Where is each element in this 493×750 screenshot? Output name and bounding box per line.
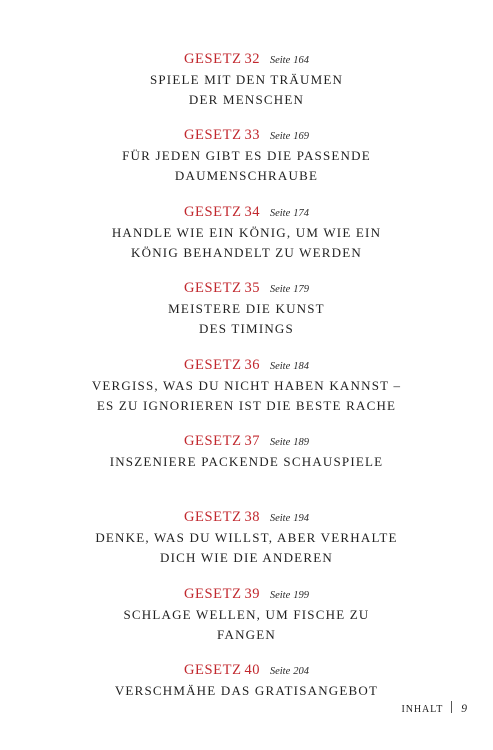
law-title-line: MEISTERE DIE KUNST: [168, 301, 325, 317]
page-reference: [270, 55, 309, 66]
page-reference-word: Seite: [269, 55, 291, 66]
page-reference-word: Seite: [269, 360, 291, 372]
page-reference: [270, 131, 309, 142]
page-reference-word: Seite: [269, 589, 291, 601]
page-reference-word: Seite: [269, 131, 291, 143]
table-of-contents: [0, 48, 493, 736]
law-title-line: SPIELE MIT DEN TRÄUMEN: [149, 72, 344, 87]
toc-entry-heading: [0, 354, 493, 376]
page-reference-number: 169: [293, 131, 310, 143]
law-label: GESETZ: [183, 127, 242, 144]
toc-entry-heading: [0, 583, 493, 605]
law-title-line: DER MENSCHEN: [188, 92, 305, 107]
law-title-line: FANGEN: [217, 626, 276, 642]
law-title-line: HANDLE WIE EIN KÖNIG, UM WIE EIN: [111, 224, 382, 240]
toc-entry-heading: [0, 659, 493, 681]
law-label: GESETZ: [183, 585, 242, 602]
page-reference-number: 199: [293, 589, 310, 601]
toc-entry-heading: [0, 201, 493, 223]
law-number: 40: [244, 662, 260, 679]
toc-entry-heading: [0, 48, 493, 70]
toc-entry: [0, 659, 493, 735]
law-title-line: KÖNIG BEHANDELT ZU WERDEN: [131, 244, 362, 260]
law-number: 34: [244, 203, 260, 220]
toc-entry: [0, 583, 493, 659]
law-title-line: VERGISS, WAS DU NICHT HABEN KANNST –: [91, 377, 402, 393]
page-reference: [270, 513, 309, 524]
page-reference-number: 164: [293, 55, 310, 66]
law-title-line: SCHLAGE WELLEN, UM FISCHE ZU: [123, 606, 370, 622]
law-title-line: FÜR JEDEN GIBT ES DIE PASSENDE: [122, 148, 371, 164]
law-number: 35: [244, 280, 260, 297]
law-title-line: DENKE, WAS DU WILLST, ABER VERHALTE: [95, 530, 398, 546]
toc-entry: [0, 506, 493, 582]
toc-entry: [0, 48, 493, 124]
toc-entry-heading: [0, 124, 493, 146]
page-reference-number: 179: [293, 284, 310, 296]
law-label: GESETZ: [183, 356, 242, 373]
law-label: GESETZ: [183, 662, 242, 679]
law-title-line: VERSCHMÄHE DAS GRATISANGEBOT: [114, 683, 379, 699]
law-title-line: ES ZU IGNORIEREN IST DIE BESTE RACHE: [96, 397, 397, 413]
page-reference-word: Seite: [269, 207, 291, 219]
page-reference: [270, 666, 309, 677]
toc-entry: [0, 430, 493, 506]
page-reference-number: 194: [293, 513, 310, 525]
toc-entry-heading: [0, 430, 493, 452]
law-label: GESETZ: [183, 280, 242, 297]
page-reference-number: 204: [293, 666, 310, 678]
law-title-line: DICH WIE DIE ANDEREN: [160, 550, 333, 566]
law-number: 33: [244, 127, 260, 144]
running-footer: [402, 701, 467, 717]
law-title-line: INSZENIERE PACKENDE SCHAUSPIELE: [109, 453, 384, 469]
page-reference-word: Seite: [269, 666, 291, 678]
page-number: 9: [461, 703, 467, 715]
law-title-line: DAUMENSCHRAUBE: [174, 168, 319, 184]
law-number: 32: [244, 51, 260, 67]
law-label: GESETZ: [183, 432, 242, 449]
law-label: GESETZ: [183, 51, 242, 67]
page-reference: [270, 361, 309, 372]
page-reference: [270, 208, 309, 219]
law-number: 36: [244, 356, 260, 373]
law-title-line: DES TIMINGS: [199, 321, 294, 337]
footer-divider: [451, 701, 452, 713]
page-reference: [270, 437, 309, 448]
toc-entry-heading: [0, 277, 493, 299]
page-reference-word: Seite: [269, 436, 291, 448]
page-reference-word: Seite: [269, 284, 291, 296]
footer-section-label: INHALT: [401, 704, 444, 715]
page-reference-number: 184: [293, 360, 310, 372]
toc-entry: [0, 124, 493, 200]
toc-entry: [0, 354, 493, 430]
law-label: GESETZ: [183, 509, 242, 526]
law-number: 39: [244, 585, 260, 602]
page-reference: [270, 590, 309, 601]
page-reference: [270, 284, 309, 295]
toc-entry-heading: [0, 506, 493, 528]
toc-entry: [0, 277, 493, 353]
law-number: 37: [244, 432, 260, 449]
page-reference-word: Seite: [269, 513, 291, 525]
toc-entry: [0, 201, 493, 277]
law-label: GESETZ: [183, 203, 242, 220]
law-number: 38: [244, 509, 260, 526]
page-reference-number: 189: [293, 436, 310, 448]
page-reference-number: 174: [293, 207, 310, 219]
